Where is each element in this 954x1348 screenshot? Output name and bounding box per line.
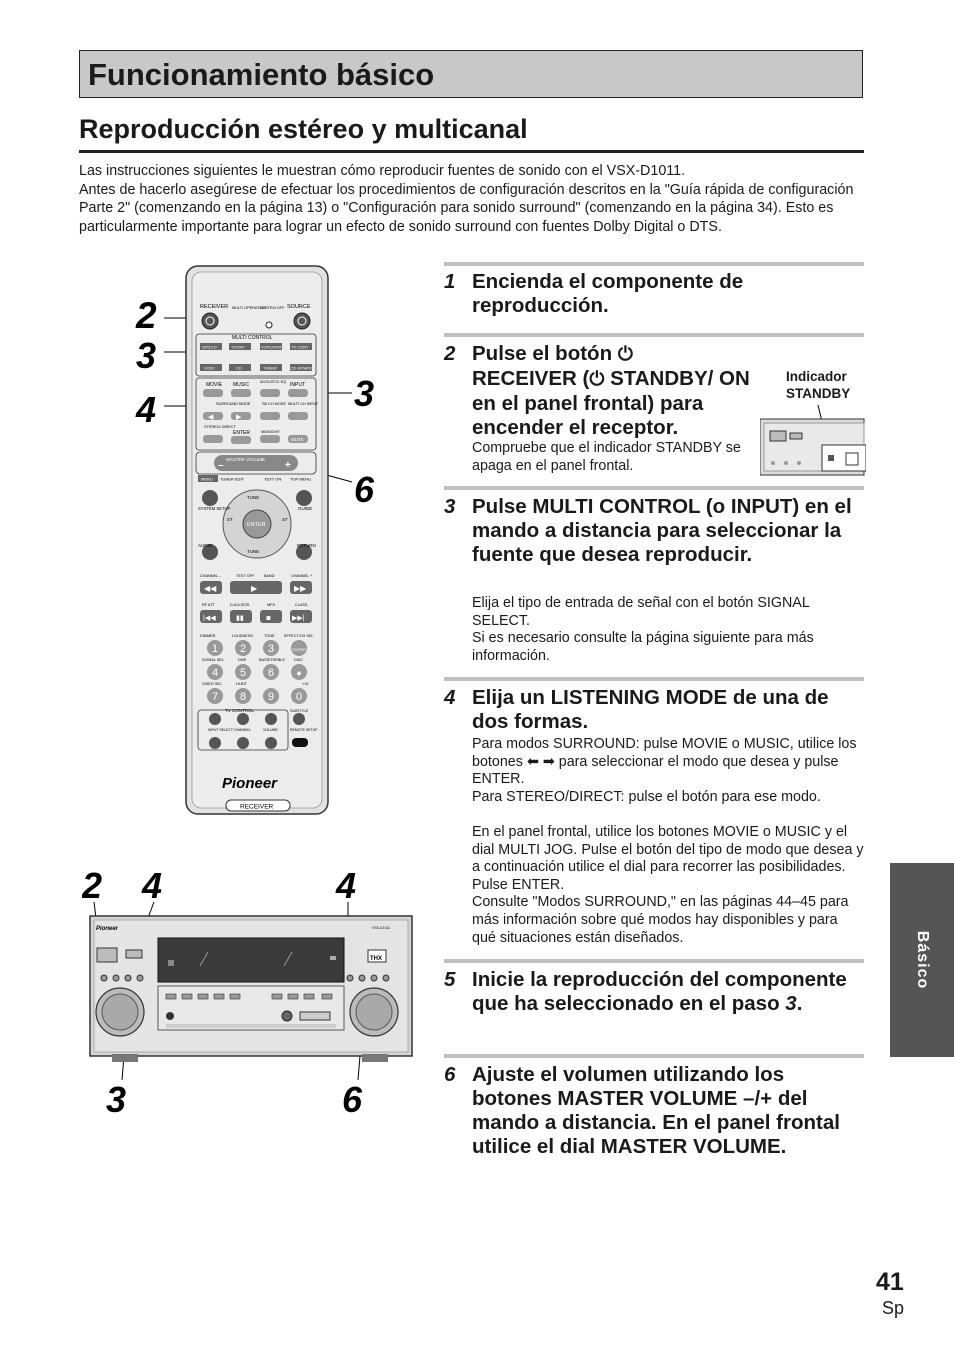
step-4-heading [444,686,864,734]
svg-text:TV CONT: TV CONT [291,344,309,350]
intro-text [79,162,864,236]
remote-music-button[interactable] [231,389,251,397]
step-2-text-a: Pulse el botón [472,342,613,365]
remote-callout-2: 2 [136,295,157,336]
svg-text:7: 7 [211,691,219,703]
remote-tv-channel-down-button[interactable] [237,737,249,749]
remote-label-input: INPUT [290,382,305,388]
step-4-body-line-2: Para STEREO/DIRECT: pulse el botón para ese modo. [472,788,821,805]
remote-tv-channel-up-button[interactable] [237,713,249,725]
remote-label-surround-mode: SURROUND MODE [216,402,251,406]
step-6-rule [444,1054,864,1058]
remote-callout-3b: 3 [354,373,375,414]
receiver-callout-2: 2 [82,866,103,906]
remote-label-dnr: DNR [238,658,247,662]
remote-label-effect-ch-sel: EFFECT/CH SEL [284,634,314,638]
step-4-body-line-3: En el panel frontal, utilice los botones MOVIE o MUSIC y el dial MULTI JOG. Pulse el botón del tipo de modo que desea y a continuación utilice el dial para recorrer las posibilidades. Pulse ENTER. [472,823,864,893]
remote-label-multi-ch-input: MULTI CH INPUT [288,402,319,406]
receiver-callout-4b: 4 [336,866,357,906]
svg-text:▶: ▶ [251,584,258,593]
chapter-title-box [79,50,863,98]
step-3-body-line-2: Si es necesario consulte la página siguiente para más información. [472,630,814,664]
svg-text:◀: ◀ [208,414,214,421]
step-3-body-line-1: Elija el tipo de entrada de señal con el botón SIGNAL SELECT. [472,595,810,629]
remote-label-channel-minus: CHANNEL – [200,574,222,578]
remote-label-st-left: ST [227,517,233,522]
remote-tv-volume-down-button[interactable] [265,737,277,749]
remote-label-mute: MUTE [291,437,304,442]
remote-label-top-menu: TOP MENU [290,476,311,482]
svg-text:TV/SAT: TV/SAT [231,344,245,350]
remote-label-multi-control: MULTI CONTROL [232,335,273,341]
step-5-rule [444,959,864,963]
remote-label-band: BAND [264,574,275,578]
page-number: 41 [876,1268,904,1296]
remote-label-tune-down: TUNE [247,549,260,554]
remote-label-tuner-edit: TUNER EDIT [220,476,244,482]
remote-receiver-power-button[interactable] [202,313,218,329]
chapter-title: Funcionamiento básico [88,57,435,92]
remote-system-setup-button[interactable] [202,490,218,506]
remote-brand-logo: Pioneer [222,775,278,792]
svg-text:■: ■ [266,613,271,623]
remote-label-multi-op: MULTI OPERATION [232,306,267,310]
standby-indicator-line-1: Indicador [786,369,847,384]
step-1-rule [444,262,864,266]
remote-label-bass-treble: BASS/TREBLE [259,658,285,662]
remote-label-volume: VOLUME [263,728,278,732]
step-2-body [472,440,752,475]
step-4-body-line-4: Consulte "Modos SURROUND," en las páginas 44–45 para más información sobre qué modos hay disponibles y para qué situaciones están diseñados. [472,894,849,946]
svg-text:VCR1/DVR: VCR1/DVR [261,344,282,350]
remote-label-guide: GUIDE [298,506,313,511]
remote-subtitle-button[interactable] [293,713,305,725]
step-2-text-c: STANDBY/ ON en el panel frontal) para encender el receptor. [472,367,750,439]
receiver-standby-button[interactable] [97,948,117,962]
remote-label-channel-plus: CHANNEL + [291,574,313,578]
step-4-number: 4 [444,686,456,709]
svg-text:VCR2: VCR2 [204,365,215,371]
remote-label-subtitle: SUBTITLE [290,709,309,713]
remote-label-dimmer: DIMMER [200,634,216,638]
svg-text:▶▶: ▶▶ [294,584,307,593]
remote-label-tune-up: TUNE [247,495,260,500]
intro-line-2: Antes de hacerlo asegúrese de efectuar los procedimientos de configuración descritos en la "Guía rápida de configuración Parte 2" (comenzando en la página 13) o "Configuración para sonido surround" (comenzando en la página 34). Esto es particularmente importante para lograr un efecto de sonido surround con fuentes Dolby Digital o DTS. [79,181,854,235]
step-1-heading [444,270,864,318]
svg-text:1: 1 [211,643,219,655]
svg-text:0: 0 [295,691,303,703]
svg-text:+: + [285,460,291,471]
step-3-number: 3 [444,495,456,518]
svg-text:5: 5 [239,667,247,679]
remote-label-text-off: TEXT OFF [236,574,255,578]
step-2-rule [444,333,864,337]
remote-label-channel: CHANNEL [234,728,251,732]
remote-midnight-button[interactable] [260,435,280,443]
remote-label-input-select: INPUT SELECT [208,728,234,732]
receiver-callout-4a: 4 [142,866,163,906]
svg-text:◆: ◆ [296,671,302,677]
remote-tv-input-select-button[interactable] [209,737,221,749]
remote-setup-button[interactable] [292,738,308,747]
step-5-text-b: 3 [785,992,797,1015]
remote-label-video-sel: VIDEO SEL [202,682,223,686]
remote-source-power-button[interactable] [294,313,310,329]
remote-label-midnight: MIDNIGHT [261,430,280,434]
remote-label-sb-ch-mode: SB CH MODE [262,402,287,406]
step-2-number: 2 [444,342,456,365]
remote-control-illustration [130,262,380,822]
remote-label-loudness: LOUDNESS [232,634,253,638]
remote-label-acoustic-eq: ACOUSTIC EQ [260,380,287,384]
receiver-phones-jack [126,950,142,958]
remote-label-signal-sel: SIGNAL SEL [202,658,225,662]
step-3-text: Pulse MULTI CONTROL (o INPUT) en el mando a distancia para seleccionar la fuente que desea reproducir. [472,495,852,566]
remote-callout-3: 3 [136,335,157,376]
side-tab-label: Básico [914,930,931,990]
remote-label-menu: MENU [201,476,213,482]
receiver-brand-logo: Pioneer [96,926,119,932]
receiver-callout-6: 6 [342,1079,363,1118]
remote-sb-ch-mode-button[interactable] [260,412,280,420]
svg-text:2: 2 [239,643,247,655]
remote-label-text-on: TEXT ON [264,476,282,482]
step-4-body [472,736,864,947]
remote-label-class: CLASS [295,603,308,607]
remote-label-system-setup: SYSTEM SETUP [198,506,231,511]
remote-callout-4: 4 [136,389,157,430]
remote-label-audio: AUDIO [198,543,213,548]
remote-label-hi-bit: HI-BIT [236,682,247,686]
step-6-heading [444,1063,864,1159]
remote-label-remote-setup: REMOTE SETUP [290,728,318,732]
step-4-body-line-1: Para modos SURROUND: pulse MOVIE o MUSIC, utilice los botones ⬅ ➡ para seleccionar el modo que desea y pulse ENTER. [472,736,857,788]
step-3-rule [444,486,864,490]
step-3-heading [444,495,864,567]
remote-multi-ch-input-button[interactable] [288,412,308,420]
svg-text:▶: ▶ [236,414,242,421]
receiver-callout-3: 3 [106,1079,127,1118]
remote-label-plus10: +10 [302,682,309,686]
standby-indicator-detail [760,405,866,477]
svg-text:6: 6 [267,667,275,679]
step-4-rule [444,677,864,681]
step-2-body-line: Compruebe que el indicador STANDBY se apaga en el panel frontal. [472,440,741,474]
step-5-text-a: Inicie la reproducción del componente que ha seleccionado en el paso [472,968,847,1015]
standby-indicator-led [828,455,834,461]
step-2-text-b: RECEIVER ( [472,367,590,390]
svg-text:TUNER: TUNER [263,365,277,371]
remote-input-button[interactable] [288,389,308,397]
svg-text:DVD/LD: DVD/LD [202,344,217,350]
svg-text:8: 8 [239,691,247,703]
remote-label-mpx: MPX [267,603,276,607]
step-5-text-c: . [796,992,803,1015]
remote-movie-button[interactable] [203,389,223,397]
svg-text:▮▮: ▮▮ [236,615,244,622]
power-icon: ⏻ [617,344,633,365]
svg-text:▶▶|: ▶▶| [292,615,305,622]
remote-label-tv-control: TV CONTROL [225,708,255,713]
page-language: Sp [882,1298,905,1318]
standby-indicator-line-2: STANDBY [786,386,851,401]
step-5-number: 5 [444,968,456,991]
standby-indicator-label [786,368,850,402]
remote-stereo-direct-button[interactable] [203,435,223,443]
svg-text:|◀◀: |◀◀ [203,615,216,622]
remote-label-enter: ENTER [233,430,250,436]
intro-line-1: Las instrucciones siguientes le muestran cómo reproducir fuentes de sonido con el VSX-D1011. [79,163,686,179]
step-5-heading [444,968,864,1016]
remote-label-receiver: RECEIVER [200,304,229,310]
remote-label-stereo-direct: STEREO/ DIRECT [204,425,236,429]
section-rule [79,150,864,153]
section-title: Reproducción estéreo y multicanal [79,114,528,144]
step-6-number: 6 [444,1063,456,1086]
remote-label-system-off: SYSTEM OFF [260,306,285,310]
step-3-body [472,595,864,665]
svg-text:CD-R/TAPE: CD-R/TAPE [290,365,312,371]
remote-label-tone: TONE [264,634,275,638]
power-icon: ⏻ [589,369,605,390]
svg-text:–: – [218,460,224,471]
svg-text:4: 4 [211,667,219,679]
receiver-front-panel-illustration [82,866,422,1118]
remote-guide-button[interactable] [296,490,312,506]
receiver-model: VSX-D1011 [372,926,391,930]
step-1-text: Encienda el componente de reproducción. [472,270,744,317]
receiver-thx-logo: THX [370,956,382,962]
svg-text:3: 3 [267,643,275,655]
remote-label-source: SOURCE [287,304,311,310]
remote-label-rf-att: RF ATT [202,603,215,607]
remote-callout-6: 6 [354,469,375,510]
remote-acoustic-eq-button[interactable] [260,389,280,397]
remote-label-return: RETURN [297,543,316,548]
remote-label-disc: DISC [294,658,304,662]
remote-label-movie: MOVIE [206,382,223,388]
remote-label-st-right: ST [282,517,288,522]
svg-text:◀◀: ◀◀ [204,584,217,593]
svg-text:9: 9 [267,691,275,703]
section-side-tab [890,863,954,1057]
remote-tv-volume-up-button[interactable] [265,713,277,725]
remote-label-d-access: D.ACCESS [230,603,250,607]
remote-enter-button[interactable] [231,436,251,444]
step-6-text: Ajuste el volumen utilizando los botones MASTER VOLUME –/+ del mando a distancia. En el panel frontal utilice el dial MASTER VOLUME. [472,1063,840,1158]
remote-label-music: MUSIC [233,382,250,388]
step-1-number: 1 [444,270,456,293]
step-4-text: Elija un LISTENING MODE de una de dos formas. [472,686,829,733]
remote-transport-row-1[interactable] [200,581,312,594]
remote-model-badge: RECEIVER [240,803,274,811]
svg-text:CD: CD [236,365,242,371]
remote-label-master-volume: MASTER VOLUME [226,457,266,462]
step-2-heading [444,342,754,440]
remote-tv-power-button[interactable] [209,713,221,725]
remote-label-dpad-enter: ENTER [247,522,266,528]
svg-text:ENTER: ENTER [292,647,306,652]
